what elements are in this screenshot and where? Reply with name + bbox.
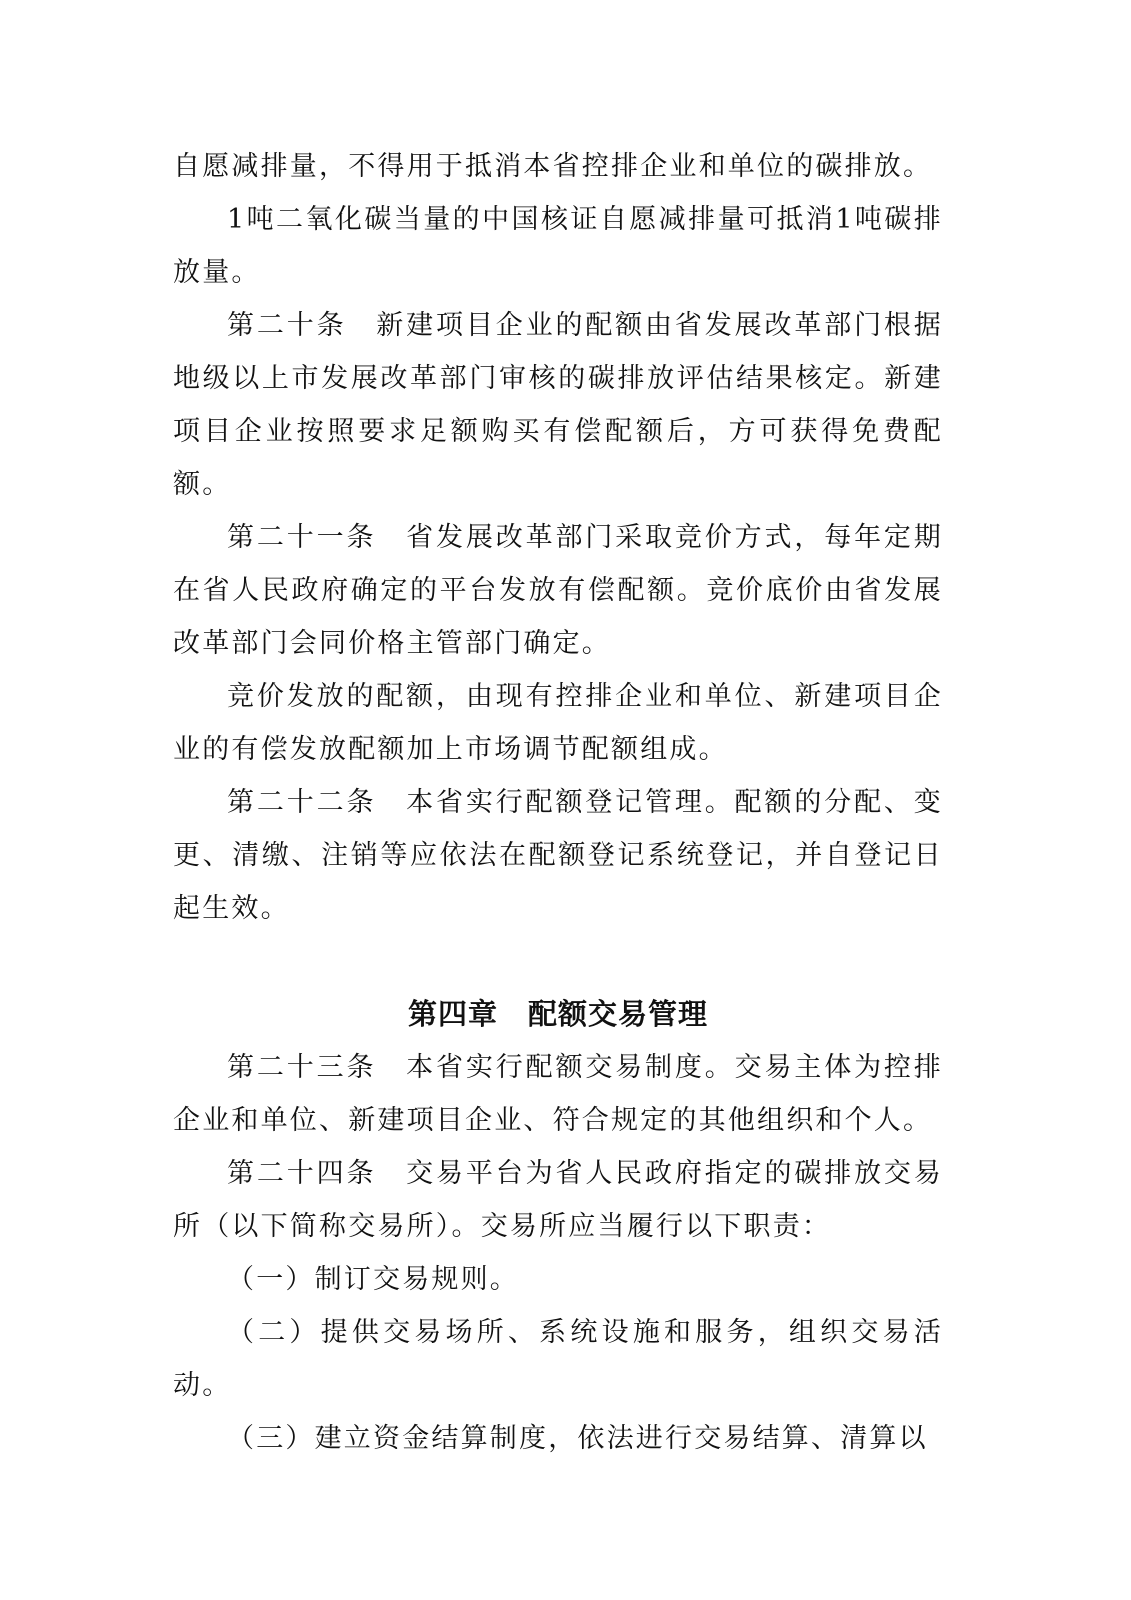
article-21: 第二十一条 省发展改革部门采取竞价方式，每年定期在省人民政府确定的平台发放有偿配额。竞价底价由省发展改革部门会同价格主管部门确定。 xyxy=(173,522,943,659)
article-24-item-2: （二）提供交易场所、系统设施和服务，组织交易活动。 xyxy=(173,1317,943,1401)
chapter-title: 第四章 配额交易管理 xyxy=(407,997,708,1031)
paragraph-1: 自愿减排量，不得用于抵消本省控排企业和单位的碳排放。 xyxy=(173,151,933,182)
section-spacer xyxy=(173,935,943,988)
article-21-paragraph-2: 竞价发放的配额，由现有控排企业和单位、新建项目企业的有偿发放配额加上市场调节配额组成。 xyxy=(173,681,943,765)
article-24-item-1: （一）制订交易规则。 xyxy=(227,1264,519,1295)
document-page xyxy=(173,140,943,1465)
article-20: 第二十条 新建项目企业的配额由省发展改革部门根据地级以上市发展改革部门审核的碳排放评估结果核定。新建项目企业按照要求足额购买有偿配额后，方可获得免费配额。 xyxy=(173,310,943,500)
article-23: 第二十三条 本省实行配额交易制度。交易主体为控排企业和单位、新建项目企业、符合规定的其他组织和个人。 xyxy=(173,1052,943,1136)
paragraph-2: 1吨二氧化碳当量的中国核证自愿减排量可抵消1吨碳排放量。 xyxy=(173,204,943,288)
article-22: 第二十二条 本省实行配额登记管理。配额的分配、变更、清缴、注销等应依法在配额登记系统登记，并自登记日起生效。 xyxy=(173,787,943,924)
article-24-item-3: （三）建立资金结算制度，依法进行交易结算、清算以 xyxy=(227,1423,928,1454)
article-24: 第二十四条 交易平台为省人民政府指定的碳排放交易所（以下简称交易所）。交易所应当履行以下职责： xyxy=(173,1158,943,1242)
